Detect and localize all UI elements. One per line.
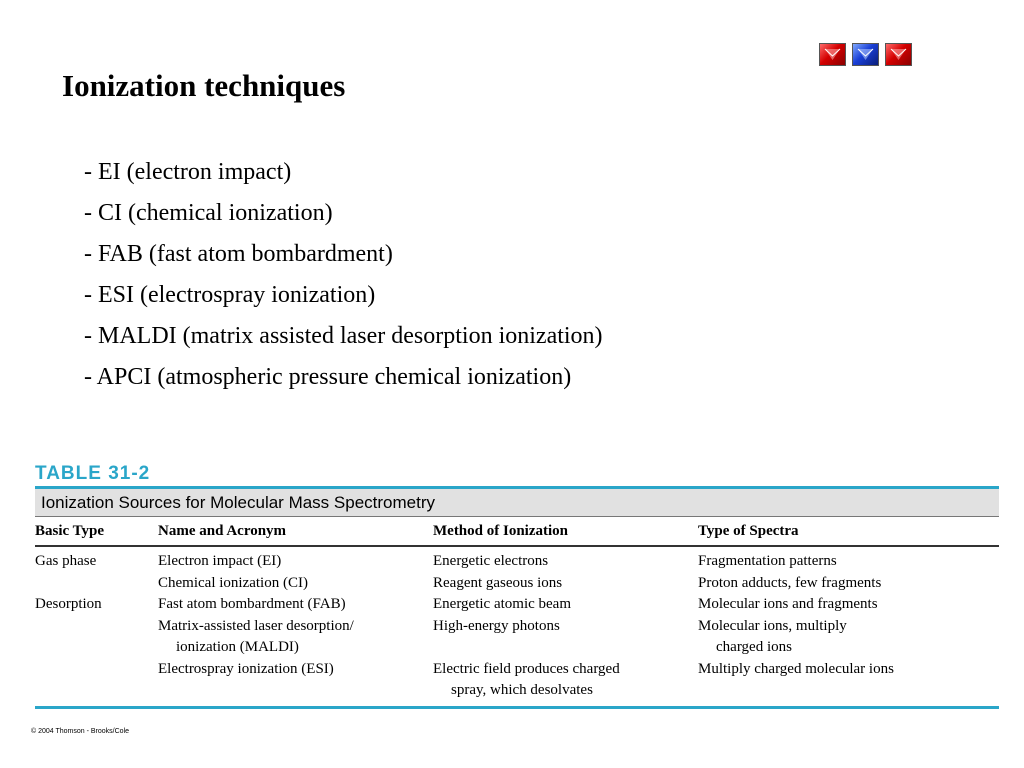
cell-line: Molecular ions, multiply: [698, 617, 847, 634]
column-header-spectra: Type of Spectra: [698, 517, 999, 546]
cell-line-continued: charged ions: [716, 639, 792, 655]
technique-list: [84, 154, 603, 400]
table-row: [35, 594, 999, 616]
column-header-basic-type: Basic Type: [35, 517, 158, 546]
nav-prev-button[interactable]: [819, 43, 846, 66]
cell-line: Molecular ions and fragments: [698, 596, 878, 612]
cell-name: [158, 659, 433, 702]
table-bottom-rule: [35, 706, 999, 709]
cell-name: [158, 594, 433, 616]
cell-basic-type: Desorption: [35, 596, 102, 612]
table-row: [35, 546, 999, 573]
cell-line: Matrix-assisted laser desorption/: [158, 617, 354, 634]
cell-line: Electrospray ionization (ESI): [158, 660, 334, 677]
cell-basic-type: [35, 573, 158, 595]
cell-basic-type: [35, 659, 158, 702]
cell-basic-type: [35, 616, 158, 659]
cell-spectra: [698, 659, 999, 702]
cell-name: [158, 573, 433, 595]
table-header-row: [35, 517, 999, 546]
sources-table: [35, 517, 999, 702]
cell-spectra: [698, 546, 999, 573]
cell-method: [433, 659, 698, 702]
cell-line: Energetic atomic beam: [433, 596, 571, 612]
table-label: TABLE 31-2: [35, 463, 151, 484]
table-row: [35, 616, 999, 659]
nav-home-button[interactable]: [852, 43, 879, 66]
cell-line: Electric field produces charged: [433, 660, 620, 677]
cell-method: [433, 573, 698, 595]
cell-spectra: [698, 573, 999, 595]
cell-method: [433, 546, 698, 573]
arrow-icon: [857, 48, 874, 61]
cell-line: High-energy photons: [433, 617, 560, 634]
list-item: - ESI (electrospray ionization): [84, 282, 376, 308]
slide-navigation: [819, 43, 912, 66]
cell-line-continued: spray, which desolvates: [451, 682, 593, 698]
ionization-sources-table: [35, 486, 999, 709]
cell-line: Reagent gaseous ions: [433, 574, 563, 591]
table-row: [35, 573, 999, 595]
cell-line: Chemical ionization (CI): [158, 574, 308, 591]
cell-line: Energetic electrons: [433, 553, 549, 569]
cell-method: [433, 616, 698, 659]
cell-name: [158, 616, 433, 659]
arrow-icon: [824, 48, 841, 61]
list-item: - FAB (fast atom bombardment): [84, 241, 393, 267]
nav-next-button[interactable]: [885, 43, 912, 66]
column-header-name: Name and Acronym: [158, 517, 433, 546]
cell-line: Fast atom bombardment (FAB): [158, 596, 346, 612]
cell-basic-type: Gas phase: [35, 553, 97, 569]
cell-line: Proton adducts, few fragments: [698, 574, 882, 591]
cell-line: Electron impact (EI): [158, 553, 282, 569]
copyright-credit: © 2004 Thomson - Brooks/Cole: [31, 728, 130, 735]
list-item: - EI (electron impact): [84, 159, 292, 185]
cell-name: [158, 546, 433, 573]
cell-spectra: [698, 594, 999, 616]
list-item: - MALDI (matrix assisted laser desorption ionization): [84, 323, 603, 349]
table-row: [35, 659, 999, 702]
cell-line-continued: ionization (MALDI): [176, 639, 299, 655]
table-caption: Ionization Sources for Molecular Mass Spectrometry: [35, 489, 999, 517]
cell-spectra: [698, 616, 999, 659]
list-item: - APCI (atmospheric pressure chemical ionization): [84, 364, 572, 390]
slide-title: Ionization techniques: [62, 68, 346, 103]
column-header-method: Method of Ionization: [433, 517, 698, 546]
list-item: - CI (chemical ionization): [84, 200, 333, 226]
cell-method: [433, 594, 698, 616]
cell-line: Fragmentation patterns: [698, 553, 837, 569]
arrow-icon: [890, 48, 907, 61]
cell-line: Multiply charged molecular ions: [698, 660, 894, 677]
